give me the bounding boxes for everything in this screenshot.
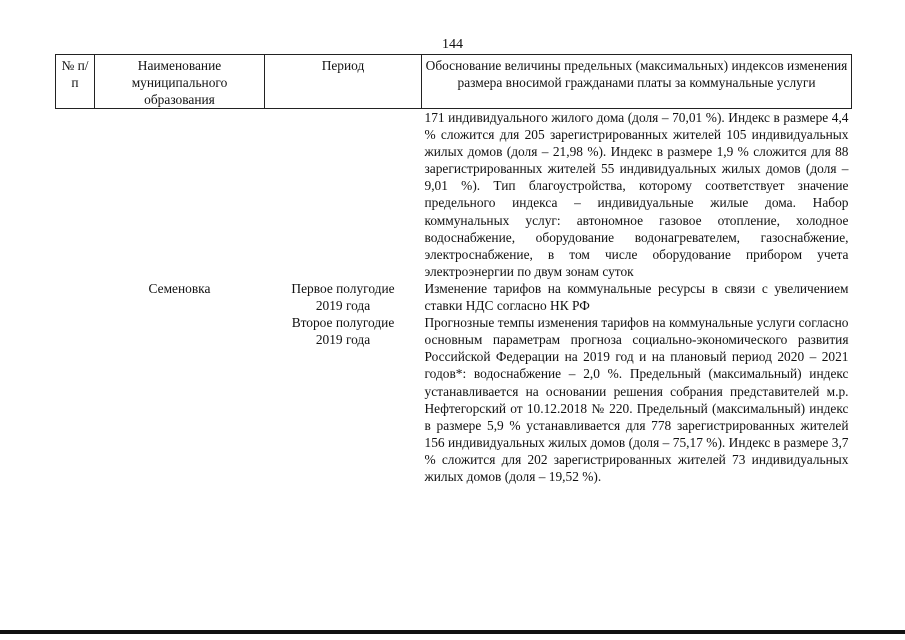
period-1-line2: 2019 года — [315, 298, 371, 314]
page-number: 144 — [442, 37, 463, 52]
municipality-name: Семеновка — [148, 280, 211, 296]
period-cell — [265, 280, 422, 485]
tariff-index-table — [55, 54, 852, 485]
table-row-continuation — [56, 109, 852, 280]
justification-vat: Изменение тарифов на коммунальные ресурсы в связи с увеличением ставки НДС согласно НК РФ — [424, 280, 849, 314]
justification-forecast: Прогнозные темпы изменения тарифов на коммунальные услуги согласно основным параметрам прогноза социально-экономического развития Российской Федерации на 2019 год и на плановый период 2020 – 2021 годов*: водоснабжение – 2,0 %. Предельный (максимальный) индекс устанавливается на основании решения собрания представителей м.р. Нефтегорский от 10.12.2018 № 220. Предельный (максимальный) индекс в размере 5,9 % устанавливается для 778 зарегистрированных жителей 156 индивидуальных жилых домов (доля – 75,17 %). Индекс в размере 3,7 % сложится для 202 зарегистрированных жителей 73 индивидуальных жилых домов (доля – 19,52 %). — [424, 315, 849, 484]
header-number: № п/п — [56, 55, 95, 109]
period-2-line1: Второе полугодие — [291, 315, 395, 331]
period-1-line1: Первое полугодие — [291, 280, 395, 296]
table-header-row — [56, 55, 852, 109]
bottom-border — [0, 630, 905, 634]
table-row — [56, 280, 852, 485]
header-period: Период — [265, 55, 422, 109]
justification-cell — [422, 280, 852, 485]
continuation-text: 171 индивидуального жилого дома (доля – 70,01 %). Индекс в размере 4,4 % сложится для 205 зарегистрированных жителей 105 индивидуальных жилых домов (доля – 21,98 %). Индекс в размере 1,9 % сложится для 88 зарегистрированных жителей 55 индивидуальных жилых домов (доля – 9,01 %). Тип благоустройства, которому соответствует значение предельного индекса – индивидуальные жилые дома. Набор коммунальных услуг: автономное газовое отопление, холодное водоснабжение, оборудование водонагревателем, газоснабжение, электроснабжение, в том числе оборудование прибором учета электроэнергии по двум зонам суток — [424, 110, 849, 279]
period-2-line2: 2019 года — [315, 332, 371, 348]
header-justification: Обоснование величины предельных (максимальных) индексов изменения размера вносимой гражданами платы за коммунальные услуги — [422, 55, 852, 109]
header-municipality: Наименование муниципального образования — [95, 55, 265, 109]
